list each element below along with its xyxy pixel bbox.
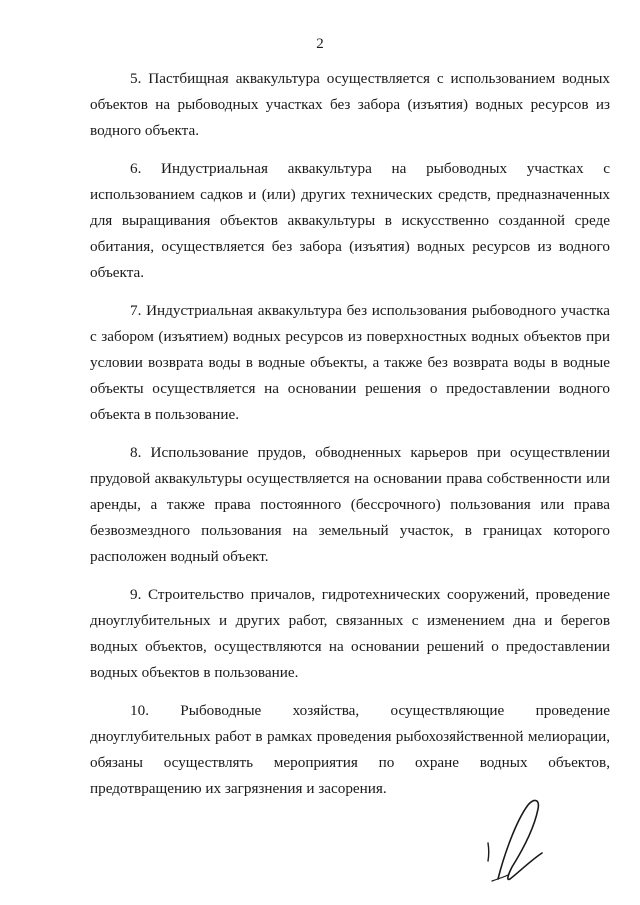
paragraph-7: 7. Индустриальная аквакультура без использования рыбоводного участка с забором (изъятием) водных ресурсов из поверхностных водных объектов при условии возврата воды в водные объекты, а также без возврата воды в водные объекты осуществляется на основании решения о предоставлении водного объекта в пользование. (90, 302, 610, 423)
paragraph-10: 10. Рыбоводные хозяйства, осуществляющие проведение дноуглубительных работ в рамках проведения рыбохозяйственной мелиорации, обязаны осуществлять мероприятия по охране водных объектов, предотвращению их загрязнения и засорения. (90, 702, 610, 797)
paragraph-9: 9. Строительство причалов, гидротехнических сооружений, проведение дноуглубительных и других работ, связанных с изменением дна и берегов водных объектов, осуществляются на основании решений о предоставлении водных объектов в пользование. (90, 586, 610, 681)
page-number: 2 (316, 36, 324, 52)
paragraph-5: 5. Пастбищная аквакультура осуществляется с использованием водных объектов на рыбоводных участках без забора (изъятия) водных ресурсов из водного объекта. (90, 70, 610, 139)
paragraph-8: 8. Использование прудов, обводненных карьеров при осуществлении прудовой аквакультуры осуществляется на основании права собственности или аренды, а также права постоянного (бессрочного) пользования или права безвозмездного пользования на земельный участок, в границах которого расположен водный объект. (90, 444, 610, 565)
document-body (90, 66, 610, 802)
paragraph-6: 6. Индустриальная аквакультура на рыбоводных участках с использованием садков и (или) других технических средств, предназначенных для выращивания объектов аквакультуры в искусственно созданной среде обитания, осуществляется без забора (изъятия) водных ресурсов из водного объекта. (90, 160, 610, 281)
handwritten-signature (478, 795, 558, 885)
